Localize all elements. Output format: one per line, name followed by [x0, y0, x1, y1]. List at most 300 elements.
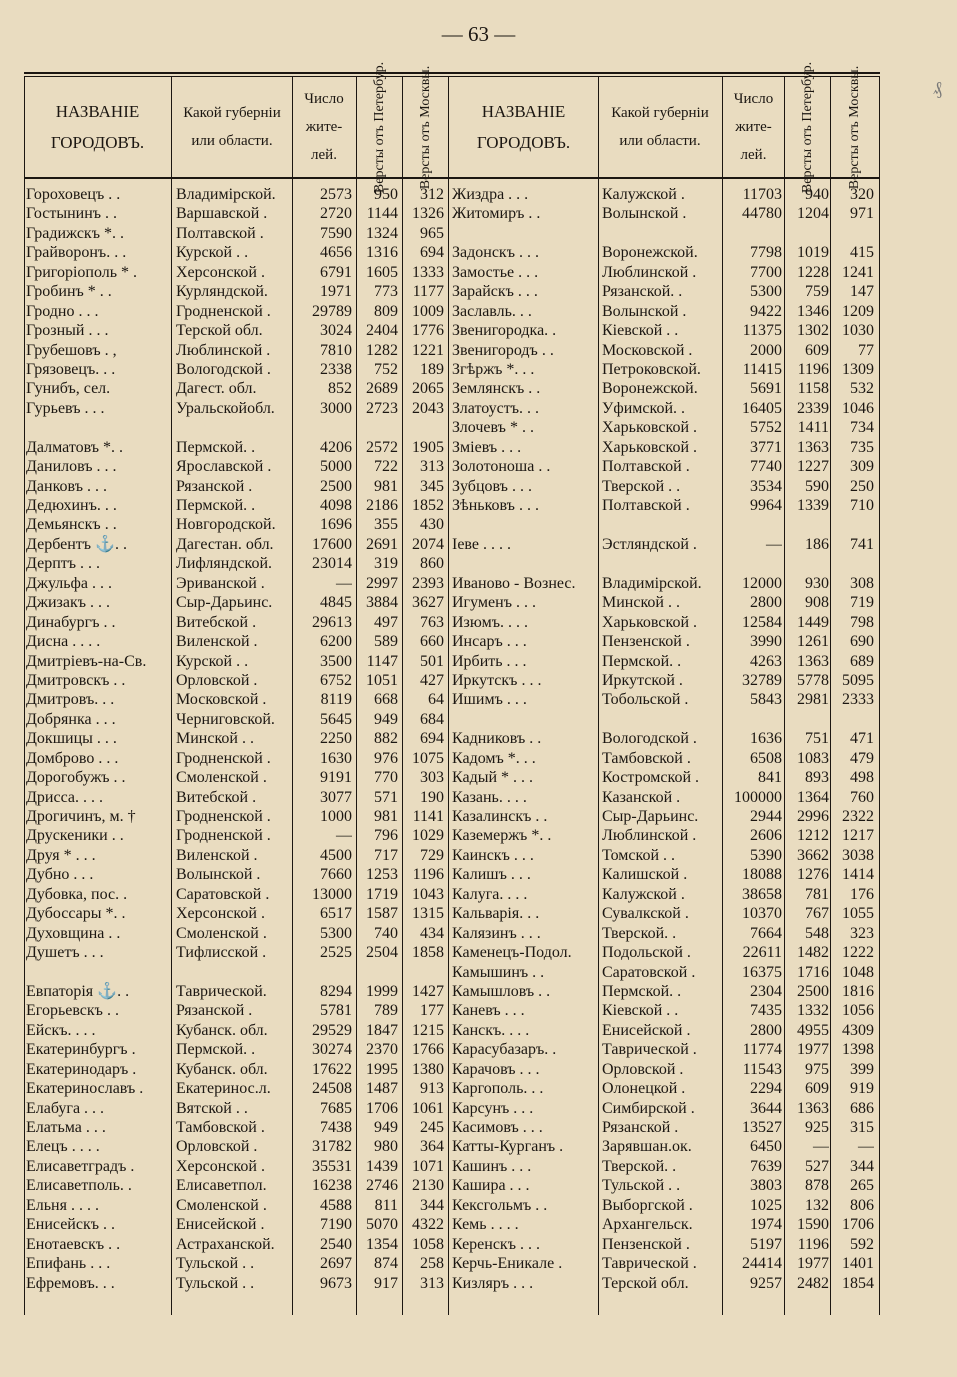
versts-msk: 2333 [842, 691, 874, 709]
city-name: Грязовецъ. . . [26, 360, 116, 378]
versts-spb: 2339 [797, 399, 829, 417]
gubernia: Таврической . [602, 1041, 697, 1059]
versts-msk: 64 [428, 691, 444, 709]
table-row [26, 1021, 446, 1040]
versts-spb: 740 [374, 924, 398, 942]
population: 7639 [750, 1157, 782, 1175]
versts-spb: 2404 [366, 322, 398, 340]
gubernia: Тверской. . [602, 924, 677, 942]
city-name: Казань. . . . [452, 788, 527, 806]
gubernia: Олонецкой . [602, 1080, 686, 1098]
table-row [452, 204, 878, 223]
city-name: Камышловъ . . [452, 982, 551, 1000]
versts-spb: 1147 [366, 652, 398, 670]
population: 12584 [742, 613, 782, 631]
city-name: Дубовка, пос. . [26, 885, 128, 903]
table-row [26, 788, 446, 807]
gubernia: Петроковской. [602, 360, 701, 378]
versts-spb: 1019 [797, 244, 829, 262]
population: 7700 [750, 263, 782, 281]
table-row [26, 613, 446, 632]
versts-spb: 1227 [797, 458, 829, 476]
city-name: Змiевъ . . . [452, 438, 522, 456]
table-row [452, 1176, 878, 1195]
population: 100000 [734, 788, 782, 806]
table-row [452, 768, 878, 787]
versts-msk: 1241 [842, 263, 874, 281]
population: 9191 [320, 769, 352, 787]
gubernia: Волынской . [176, 866, 261, 884]
city-name: Калишъ . . . [452, 866, 531, 884]
population: 7435 [750, 1002, 782, 1020]
population: 1630 [320, 749, 352, 767]
versts-spb: 1411 [797, 419, 829, 437]
versts-spb: 789 [374, 1002, 398, 1020]
gubernia: Тверской . . [602, 477, 681, 495]
table-row [452, 554, 878, 573]
city-name: Градижскъ *. . [26, 224, 124, 242]
population: 31782 [312, 1138, 352, 1156]
versts-spb: 1363 [797, 1099, 829, 1117]
gubernia: Пермской. . [176, 497, 256, 514]
gubernia: Полтавской . [602, 497, 690, 514]
population: 4098 [320, 497, 352, 514]
versts-msk: 250 [850, 477, 874, 495]
city-name: Дисна . . . . [26, 633, 101, 651]
city-name: Данковъ . . . [26, 477, 107, 495]
gubernia: Эстляндской . [602, 535, 697, 553]
versts-spb: 878 [805, 1177, 829, 1195]
versts-msk: 364 [420, 1138, 444, 1156]
population: 5197 [750, 1235, 782, 1253]
versts-msk: 806 [850, 1196, 874, 1214]
city-name: Дорогобужъ . . [26, 769, 126, 787]
versts-msk: 694 [420, 730, 444, 748]
versts-spb: 1158 [797, 380, 829, 398]
versts-msk: 344 [420, 1196, 444, 1214]
population: 5390 [750, 846, 782, 864]
versts-msk: 1209 [842, 302, 874, 320]
gubernia: Курляндской. [176, 283, 268, 301]
header-msk-left: Версты отъ Москвы. [418, 65, 434, 189]
gubernia: Московской . [602, 341, 693, 359]
gubernia: Гродненской . [176, 749, 271, 767]
population: 17622 [312, 1060, 352, 1078]
gubernia: Эриванской . [176, 574, 265, 592]
gubernia: Харьковской . [602, 419, 697, 437]
versts-msk: 2393 [412, 574, 444, 592]
versts-spb: 5070 [366, 1216, 398, 1234]
gubernia: Казанской . [602, 788, 681, 806]
col-line [448, 76, 449, 1315]
versts-spb: 1439 [366, 1157, 398, 1175]
table-row [452, 1118, 878, 1137]
header-population-right: Число жите-лей. [733, 91, 774, 163]
versts-msk: 308 [850, 574, 874, 592]
population: 6200 [320, 633, 352, 651]
table-row [26, 1176, 446, 1195]
city-name: Ефремовъ. . . [26, 1274, 115, 1292]
gubernia: Орловской . [176, 671, 258, 689]
gubernia: Виленской . [176, 633, 258, 651]
table-row [452, 360, 878, 379]
population: 2000 [750, 341, 782, 359]
gubernia: Екатеринос.л. [176, 1080, 271, 1098]
city-name: Иркутскъ . . . [452, 671, 542, 689]
table-row [452, 963, 878, 982]
gubernia: Елисаветпол. [176, 1177, 267, 1195]
population: 10370 [742, 905, 782, 923]
versts-spb: 1847 [366, 1021, 398, 1039]
header-msk-right: Версты отъ Москвы. [847, 65, 863, 189]
city-name: Екатеринославъ . [26, 1080, 144, 1098]
city-name: Елисаветградъ . [26, 1157, 135, 1175]
city-name: Карсунъ . . . [452, 1099, 534, 1117]
versts-msk: 1141 [412, 808, 444, 825]
city-name: Каневъ . . . [452, 1002, 525, 1020]
table-row [452, 263, 878, 282]
versts-spb: 882 [374, 730, 398, 748]
versts-msk: 3627 [412, 594, 444, 612]
gubernia: Дагестан. обл. [176, 535, 274, 553]
city-name: Звенигородъ . . [452, 341, 554, 359]
gubernia: Владимiрской. [176, 186, 276, 203]
versts-spb: 571 [374, 788, 398, 806]
gubernia: Терской обл. [176, 322, 263, 340]
versts-msk: 1315 [412, 905, 444, 923]
versts-msk: 1326 [412, 205, 444, 223]
gubernia: Рязанской. . [602, 283, 683, 301]
table-row [26, 321, 446, 340]
table-row [26, 885, 446, 904]
versts-spb: 2689 [366, 380, 398, 398]
versts-msk: 1058 [412, 1235, 444, 1253]
table-row [26, 457, 446, 476]
gubernia: Харьковской . [602, 613, 697, 631]
versts-msk: 320 [850, 186, 874, 203]
table-row [26, 865, 446, 884]
city-name: Екатеринодаръ . [26, 1060, 137, 1078]
population: 2800 [750, 594, 782, 612]
versts-msk: 1309 [842, 360, 874, 378]
versts-msk: 1706 [842, 1216, 874, 1234]
gubernia: Пермской. . [602, 982, 682, 1000]
gubernia: Витебской . [176, 613, 257, 631]
table-row [26, 807, 446, 826]
versts-spb: 609 [805, 1080, 829, 1098]
city-name: Каменецъ-Подол. [452, 944, 572, 962]
versts-spb: 1977 [797, 1041, 829, 1059]
versts-spb: 355 [374, 516, 398, 534]
versts-msk: 1046 [842, 399, 874, 417]
versts-msk: 971 [850, 205, 874, 223]
table-row [26, 418, 446, 437]
city-name: Звенигородка. . [452, 322, 557, 340]
versts-spb: 1204 [797, 205, 829, 223]
gubernia: Калужской . [602, 186, 685, 203]
versts-msk: 1030 [842, 322, 874, 340]
population: 5752 [750, 419, 782, 437]
city-name: Друя * . . . [26, 846, 96, 864]
gubernia: Волынской . [602, 205, 687, 223]
city-name: Даниловъ . . . [26, 458, 117, 476]
population: 2294 [750, 1080, 782, 1098]
versts-spb: 186 [805, 535, 829, 553]
population: 2720 [320, 205, 352, 223]
city-name: Кашира . . . [452, 1177, 530, 1195]
header-rule [24, 177, 880, 179]
population: 5300 [750, 283, 782, 301]
population: 1971 [320, 283, 352, 301]
population: 3000 [320, 399, 352, 417]
gubernia: Рязанской . [176, 477, 253, 495]
table-row [452, 749, 878, 768]
versts-spb: 1977 [797, 1255, 829, 1273]
population: 4500 [320, 846, 352, 864]
versts-msk: 532 [850, 380, 874, 398]
gubernia: Гродненской . [176, 827, 271, 845]
table-row [26, 1118, 446, 1137]
versts-msk: 1029 [412, 827, 444, 845]
versts-spb: 2996 [797, 808, 829, 825]
versts-msk: 471 [850, 730, 874, 748]
table-row [452, 574, 878, 593]
city-name: Егорьевскъ . . [26, 1002, 119, 1020]
table-row [26, 826, 446, 845]
population: 35531 [312, 1157, 352, 1175]
versts-spb: 975 [805, 1060, 829, 1078]
versts-msk: 3038 [842, 846, 874, 864]
versts-msk: 479 [850, 749, 874, 767]
population: 4656 [320, 244, 352, 262]
city-name: Епифань . . . [26, 1255, 111, 1273]
versts-msk: 1816 [842, 982, 874, 1000]
population: 16405 [742, 399, 782, 417]
versts-msk: 1048 [842, 963, 874, 981]
versts-msk: 4309 [842, 1021, 874, 1039]
city-name: Грубешовъ . , [26, 341, 117, 359]
table-row [26, 1040, 446, 1059]
gubernia: Люблинской . [176, 341, 271, 359]
city-name: Изюмъ. . . . [452, 613, 529, 631]
table-row [26, 943, 446, 962]
versts-spb: 2746 [366, 1177, 398, 1195]
population: 5781 [320, 1002, 352, 1020]
population: 24414 [742, 1255, 782, 1273]
versts-spb: 809 [374, 302, 398, 320]
versts-spb: 981 [374, 477, 398, 495]
population: 7664 [750, 924, 782, 942]
versts-spb: 1605 [366, 263, 398, 281]
city-name: Дубно . . . [26, 866, 94, 884]
versts-msk: 190 [420, 788, 444, 806]
table-row [26, 1157, 446, 1176]
population: 3077 [320, 788, 352, 806]
gubernia: Тульской . . [602, 1177, 681, 1195]
versts-msk: 501 [420, 652, 444, 670]
versts-spb: 2997 [366, 574, 398, 592]
versts-spb: 893 [805, 769, 829, 787]
table-row [452, 438, 878, 457]
versts-msk: 399 [850, 1060, 874, 1078]
city-name: Зубцовъ . . . [452, 477, 532, 495]
versts-msk: 684 [420, 710, 444, 728]
versts-msk: 4322 [412, 1216, 444, 1234]
population: 2573 [320, 186, 352, 203]
versts-spb: 668 [374, 691, 398, 709]
table-row [452, 671, 878, 690]
versts-spb: 2370 [366, 1041, 398, 1059]
city-name: Дубоссары *. . [26, 905, 126, 923]
gubernia: Рязанской . [176, 1002, 253, 1020]
table-row [452, 1137, 878, 1156]
city-name: Демьянскъ . . [26, 516, 117, 534]
population: 1636 [750, 730, 782, 748]
table-row [26, 360, 446, 379]
table-left [26, 185, 446, 1293]
table-row [26, 846, 446, 865]
versts-spb: 3884 [366, 594, 398, 612]
versts-spb: 759 [805, 283, 829, 301]
population: 1696 [320, 516, 352, 534]
table-row [452, 515, 878, 534]
versts-msk: 2043 [412, 399, 444, 417]
table-row [26, 652, 446, 671]
gubernia: Подольской . [602, 944, 691, 962]
versts-spb: 1487 [366, 1080, 398, 1098]
city-name: Джульфа . . . [26, 574, 113, 592]
table-row [26, 263, 446, 282]
gubernia: Рязанской . [602, 1119, 679, 1136]
versts-spb: 3662 [797, 846, 829, 864]
population: 6450 [750, 1138, 782, 1156]
versts-spb: 874 [374, 1255, 398, 1273]
city-name: Ирбить . . . [452, 652, 527, 670]
versts-msk: 1858 [412, 944, 444, 962]
city-name: Катты-Курганъ . [452, 1138, 564, 1156]
versts-msk: 729 [420, 846, 444, 864]
versts-msk: 719 [850, 594, 874, 612]
table-row [452, 1274, 878, 1293]
versts-spb: 2186 [366, 497, 398, 514]
table-row [26, 399, 446, 418]
versts-spb: 1332 [797, 1002, 829, 1020]
versts-msk: 313 [420, 458, 444, 476]
population: 30274 [312, 1041, 352, 1059]
gubernia: Смоленской . [176, 924, 267, 942]
gubernia: Владимiрской. [602, 574, 702, 592]
top-rule [24, 72, 880, 74]
city-name: Дмитровскъ . . [26, 671, 126, 689]
table-row [452, 729, 878, 748]
city-name: Кексгольмъ . . [452, 1196, 548, 1214]
versts-msk: 1398 [842, 1041, 874, 1059]
versts-msk: 1009 [412, 302, 444, 320]
versts-spb: 2504 [366, 944, 398, 962]
gubernia: Саратовской . [176, 885, 270, 903]
population: 5000 [320, 458, 352, 476]
table-row [452, 224, 878, 243]
population: 6517 [320, 905, 352, 923]
gubernia: Люблинской . [602, 263, 697, 281]
population: 7438 [320, 1119, 352, 1136]
table-row [452, 924, 878, 943]
gubernia: Вологодской . [602, 730, 697, 748]
population: 4206 [320, 438, 352, 456]
table-row [26, 671, 446, 690]
gubernia: Томской . . [602, 846, 676, 864]
versts-spb: 717 [374, 846, 398, 864]
table-row [452, 943, 878, 962]
versts-spb: 1719 [366, 885, 398, 903]
city-name: Згѣржъ *. . . [452, 360, 535, 378]
table-row [26, 749, 446, 768]
city-name: Камышинъ . . [452, 963, 545, 981]
gubernia: Люблинской . [602, 827, 697, 845]
gubernia: Гродненской . [176, 808, 271, 825]
table-row [452, 1215, 878, 1234]
table-row [26, 379, 446, 398]
table-row [26, 204, 446, 223]
versts-spb: 1482 [797, 944, 829, 962]
versts-spb: 767 [805, 905, 829, 923]
versts-spb: 773 [374, 283, 398, 301]
table-row [452, 321, 878, 340]
gubernia: Таврической. [176, 982, 267, 1000]
table-row [452, 1079, 878, 1098]
gubernia: Московской . [176, 691, 267, 709]
gubernia: Орловской . [602, 1060, 684, 1078]
gubernia: Курской . . [176, 244, 249, 262]
versts-msk: 760 [850, 788, 874, 806]
versts-spb: 548 [805, 924, 829, 942]
table-row [452, 982, 878, 1001]
table-row [26, 1196, 446, 1215]
versts-spb: 917 [374, 1274, 398, 1292]
city-name: Дрисса. . . . [26, 788, 103, 806]
city-name: Домброво . . . [26, 749, 119, 767]
margin-mark: ₰ [933, 78, 942, 99]
city-name: Жиздра . . . [452, 186, 529, 203]
population: 11543 [742, 1060, 782, 1078]
versts-spb: 1051 [366, 671, 398, 689]
population: 22611 [742, 944, 782, 962]
gubernia: Вологодской . [176, 360, 271, 378]
city-name: Керенскъ . . . [452, 1235, 540, 1253]
city-name: Калязинъ . . . [452, 924, 541, 942]
header-spb-right: Версты отъ Петербур. [800, 61, 815, 193]
city-name: Злочевъ * . . [452, 419, 534, 437]
versts-spb: 1364 [797, 788, 829, 806]
versts-spb: 1363 [797, 652, 829, 670]
versts-spb: 4955 [797, 1021, 829, 1039]
population: 2500 [320, 477, 352, 495]
table-row [26, 1001, 446, 1020]
population: 2606 [750, 827, 782, 845]
versts-spb: 1590 [797, 1216, 829, 1234]
versts-msk: 344 [850, 1157, 874, 1175]
versts-spb: 1587 [366, 905, 398, 923]
table-row [26, 982, 446, 1001]
versts-msk: 710 [850, 497, 874, 514]
versts-msk: 147 [850, 283, 874, 301]
versts-spb: 2500 [797, 982, 829, 1000]
population: — [336, 827, 352, 845]
gubernia: Ярославской . [176, 458, 272, 476]
table-row [26, 515, 446, 534]
header-name-right: НАЗВАНIЕ ГОРОДОВЪ. [476, 102, 571, 152]
col-line [24, 76, 25, 1315]
